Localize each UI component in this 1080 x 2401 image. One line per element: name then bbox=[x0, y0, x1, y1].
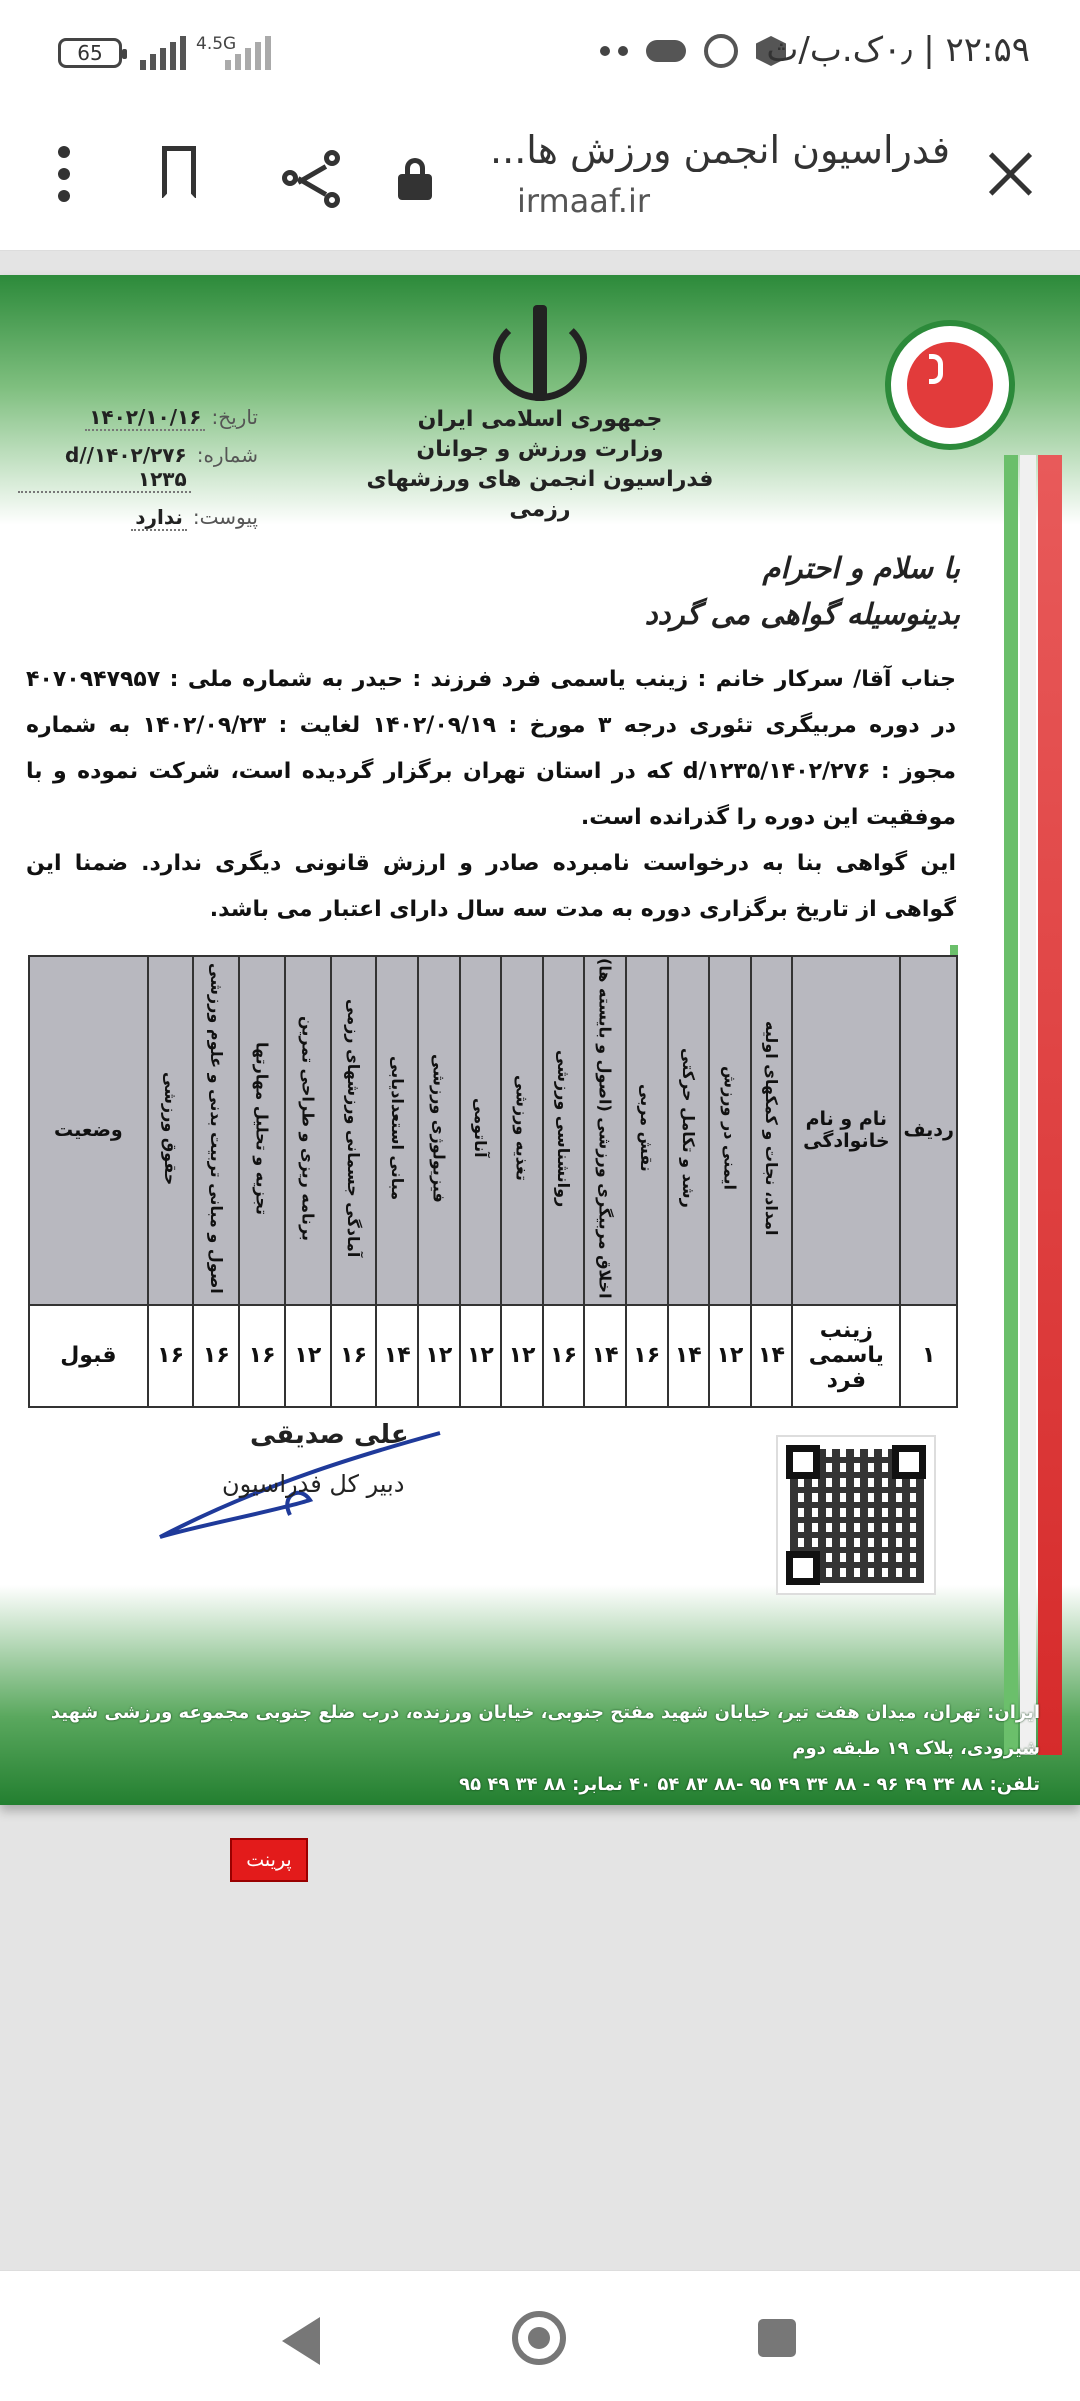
letterhead bbox=[360, 405, 720, 525]
header-status bbox=[29, 956, 148, 1305]
header-label: فیزیولوژی ورزشی bbox=[429, 1053, 449, 1203]
bookmark-icon[interactable] bbox=[162, 146, 196, 198]
signal-icon bbox=[140, 36, 186, 70]
cell-status: قبول bbox=[29, 1305, 148, 1407]
cell-grade: ۱۲ bbox=[418, 1305, 460, 1407]
header-label: آناتومی bbox=[470, 1098, 490, 1159]
header-label: تجزیه و تحلیل مهارتها bbox=[252, 1041, 272, 1215]
share-icon[interactable] bbox=[282, 150, 340, 208]
cell-grade: ۱۶ bbox=[193, 1305, 239, 1407]
header-label: تغذیه ورزشی bbox=[512, 1075, 532, 1182]
gov-line-1: جمهوری اسلامی ایران bbox=[417, 407, 663, 432]
cell-grade: ۱۲ bbox=[285, 1305, 331, 1407]
page-url[interactable]: irmaaf.ir bbox=[516, 182, 650, 220]
cell-grade: ۱۶ bbox=[331, 1305, 377, 1407]
header-label: مبانی استعدادیابی bbox=[387, 1056, 407, 1201]
signer-role: دبیر کل فدراسیون bbox=[222, 1470, 405, 1498]
cell-grade: ۱۴ bbox=[668, 1305, 710, 1407]
battery-level: 65 bbox=[77, 41, 103, 65]
page-title: فدراسیون انجمن ورزش ها... bbox=[490, 128, 950, 172]
close-icon[interactable] bbox=[980, 144, 1040, 204]
cell-name: زینب یاسمی فرد bbox=[792, 1305, 900, 1407]
cell-grade: ۱۴ bbox=[751, 1305, 793, 1407]
header-subject bbox=[626, 956, 668, 1305]
attachment-label: پیوست: bbox=[192, 505, 258, 529]
header-label: روانشناسی ورزشی bbox=[554, 1049, 574, 1207]
cell-grade: ۱۶ bbox=[626, 1305, 668, 1407]
header-subject bbox=[285, 956, 331, 1305]
network-type: 4.5G bbox=[196, 34, 237, 54]
header-label: برنامه ریزی و طراحی تمرین bbox=[298, 1015, 318, 1241]
cell-grade: ۱۴ bbox=[584, 1305, 626, 1407]
header-subject bbox=[331, 956, 377, 1305]
iran-emblem-icon bbox=[485, 305, 595, 405]
more-options-icon[interactable] bbox=[58, 146, 72, 202]
header-label: ردیف bbox=[903, 1119, 954, 1142]
whatsapp-icon bbox=[704, 34, 738, 68]
gov-line-2: وزارت ورزش و جوانان bbox=[416, 437, 664, 462]
cell-grade: ۱۲ bbox=[709, 1305, 751, 1407]
back-icon[interactable] bbox=[282, 2317, 320, 2365]
system-nav-bar bbox=[0, 2270, 1080, 2401]
header-subject bbox=[584, 956, 626, 1305]
header-subject bbox=[148, 956, 194, 1305]
header-label: امداد، نجات و کمکهای اولیه bbox=[761, 1021, 781, 1236]
header-label: رشد و تکامل حرکتی bbox=[678, 1048, 698, 1209]
table-header-row bbox=[29, 956, 957, 1305]
recent-apps-icon[interactable] bbox=[758, 2319, 796, 2357]
cell-row-number: ۱ bbox=[900, 1305, 957, 1407]
gov-line-3: فدراسیون انجمن های ورزشهای رزمی bbox=[366, 467, 714, 522]
signal-2-icon bbox=[225, 36, 271, 70]
date-value: ۱۴۰۲/۱۰/۱۶ bbox=[85, 405, 205, 431]
certificate-body bbox=[26, 657, 956, 933]
header-subject bbox=[418, 956, 460, 1305]
cell-grade: ۱۲ bbox=[501, 1305, 543, 1407]
header-subject bbox=[709, 956, 751, 1305]
address-line: ایران: تهران، میدان هفت تیر، خیابان شهید مفتح جنوبی، خیابان ورزنده، درب ضلع جنوبی مجموعه ورزشی شهید شیرودی، پلاک ۱۹ طبقه دوم bbox=[50, 1702, 1040, 1759]
header-label: نقش مربی bbox=[637, 1084, 657, 1173]
header-label: ایمنی در ورزش bbox=[720, 1066, 740, 1191]
header-row-number bbox=[900, 956, 957, 1305]
body-paragraph-2: این گواهی بنا به درخواست نامبرده صادر و ارزش قانونی دیگری ندارد. ضمنا این گواهی از تاریخ برگزاری دوره به مدت سه سال دارای اعتبار می باشد. bbox=[26, 851, 956, 922]
header-subject bbox=[239, 956, 285, 1305]
cell-grade: ۱۶ bbox=[543, 1305, 585, 1407]
cell-grade: ۱۶ bbox=[148, 1305, 194, 1407]
header-subject bbox=[193, 956, 239, 1305]
header-label: حقوق ورزشی bbox=[161, 1071, 181, 1185]
number-value: ۱۴۰۲/۲۷۶/d/۱۲۳۵ bbox=[18, 443, 191, 493]
battery-icon bbox=[58, 38, 122, 68]
phone-line: تلفن: ۸۸ ۳۴ ۴۹ ۹۶ - ۸۸ ۳۴ ۴۹ ۹۵ -۸۸ ۸۳ ۵۴ ۴۰ نمابر: ۸۸ ۳۴ ۴۹ ۹۵ bbox=[459, 1774, 1040, 1795]
cell-grade: ۱۶ bbox=[239, 1305, 285, 1407]
cloud-icon bbox=[646, 40, 686, 62]
more-dots-icon bbox=[600, 46, 610, 56]
footer-address bbox=[30, 1695, 1040, 1803]
header-name bbox=[792, 956, 900, 1305]
qr-code[interactable] bbox=[776, 1435, 936, 1595]
status-bar bbox=[0, 0, 1080, 100]
header-label: آمادگی جسمانی ورزشهای رزمی bbox=[344, 999, 364, 1258]
header-label: نام و نام خانوادگی bbox=[803, 1108, 890, 1153]
number-label: شماره: bbox=[196, 443, 258, 467]
header-subject bbox=[376, 956, 418, 1305]
header-label: اخلاق مربیگری ورزشی (اصول و بایسته ها) bbox=[595, 958, 615, 1299]
status-time: ۲۲:۵۹ | ۰٫ک.ب/ث bbox=[766, 30, 1030, 70]
body-paragraph-1: جناب آقا/ سرکار خانم : زینب یاسمی فرد فرزند : حیدر به شماره ملی : ۴۰۷۰۹۴۷۹۵۷ در دوره مربیگری تئوری درجه ۳ مورخ : ۱۴۰۲/۰۹/۱۹ لغایت : ۱۴۰۲/۰۹/۲۳ به شماره مجوز : ۱۴۰۲/۲۷۶/d/۱۲۳۵ که در استان تهران برگزار گردیده است، شرکت نموده و با موفقیت این دوره را گذرانده است. bbox=[26, 667, 957, 830]
header-subject bbox=[501, 956, 543, 1305]
date-label: تاریخ: bbox=[211, 405, 258, 429]
header-subject bbox=[460, 956, 502, 1305]
attachment-value: ندارد bbox=[131, 505, 187, 531]
greeting-line-2: بدینوسیله گواهی می گردد bbox=[644, 597, 960, 631]
browser-toolbar bbox=[0, 100, 1080, 251]
header-label: اصول و مبانی تربیت بدنی و علوم ورزشی bbox=[206, 962, 226, 1294]
greeting bbox=[645, 545, 960, 637]
header-subject bbox=[543, 956, 585, 1305]
print-button[interactable]: پرینت bbox=[230, 1838, 308, 1882]
signer-name: علی صدیقی bbox=[250, 1420, 409, 1450]
home-icon[interactable] bbox=[512, 2311, 566, 2365]
table-row bbox=[29, 1305, 957, 1407]
certificate-document bbox=[0, 275, 1080, 1805]
header-label: وضعیت bbox=[53, 1119, 123, 1142]
header-subject bbox=[751, 956, 793, 1305]
letter-meta bbox=[18, 405, 258, 543]
federation-logo-icon bbox=[885, 320, 1015, 450]
greeting-line-1: با سلام و احترام bbox=[762, 551, 960, 585]
cell-grade: ۱۲ bbox=[460, 1305, 502, 1407]
grades-table bbox=[28, 955, 958, 1408]
cell-grade: ۱۴ bbox=[376, 1305, 418, 1407]
header-subject bbox=[668, 956, 710, 1305]
